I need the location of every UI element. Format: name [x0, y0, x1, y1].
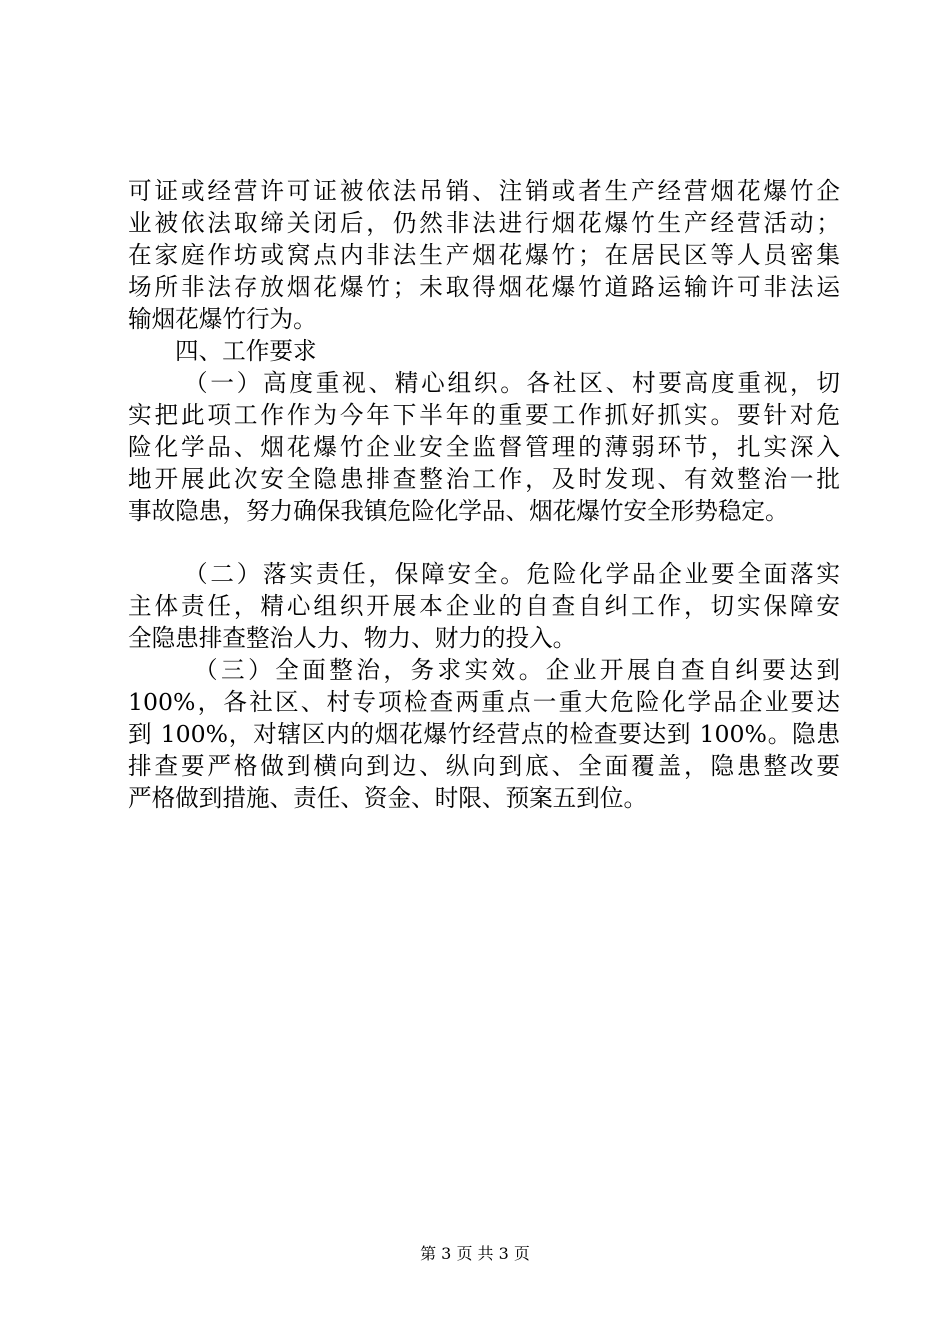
- text-line: 事故隐患，努力确保我镇危险化学品、烟花爆竹安全形势稳定。: [128, 497, 789, 525]
- text-line: （一）高度重视、精心组织。各社区、村要高度重视，切: [184, 369, 840, 397]
- text-line: 输烟花爆竹行为。: [128, 305, 317, 333]
- text-line: 场所非法存放烟花爆竹；未取得烟花爆竹道路运输许可非法运: [128, 273, 840, 301]
- text-line: 业被依法取缔关闭后，仍然非法进行烟花爆竹生产经营活动；: [128, 209, 840, 237]
- document-body: [128, 175, 840, 814]
- section-heading: 四、工作要求: [175, 337, 317, 365]
- text-line: 100%，各社区、村专项检查两重点一重大危险化学品企业要达: [128, 688, 840, 716]
- text-line: 排查要严格做到横向到边、纵向到底、全面覆盖，隐患整改要: [128, 752, 840, 780]
- text-line: 险化学品、烟花爆竹企业安全监督管理的薄弱环节，扎实深入: [128, 433, 840, 461]
- page-number-footer: 第 3 页 共 3 页: [420, 1244, 530, 1263]
- text-line: （三）全面整治，务求实效。企业开展自查自纠要达到: [194, 656, 840, 684]
- paragraph-spacer: [128, 527, 840, 558]
- text-line: 主体责任，精心组织开展本企业的自查自纠工作，切实保障安: [128, 592, 840, 620]
- text-line: （二）落实责任，保障安全。危险化学品企业要全面落实: [184, 560, 840, 588]
- text-line: 在家庭作坊或窝点内非法生产烟花爆竹；在居民区等人员密集: [128, 241, 840, 269]
- paragraph-continuation: [128, 175, 840, 335]
- paragraph-2: [128, 558, 840, 654]
- paragraph-1: [128, 367, 840, 527]
- text-line: 地开展此次安全隐患排查整治工作，及时发现、有效整治一批: [128, 465, 840, 493]
- text-line: 全隐患排查整治人力、物力、财力的投入。: [128, 624, 577, 652]
- text-line: 到 100%，对辖区内的烟花爆竹经营点的检查要达到 100%。隐患: [128, 720, 840, 748]
- paragraph-3: [128, 654, 840, 814]
- text-line: 严格做到措施、责任、资金、时限、预案五到位。: [128, 784, 648, 812]
- text-line: 实把此项工作作为今年下半年的重要工作抓好抓实。要针对危: [128, 401, 840, 429]
- text-line: 可证或经营许可证被依法吊销、注销或者生产经营烟花爆竹企: [128, 177, 840, 205]
